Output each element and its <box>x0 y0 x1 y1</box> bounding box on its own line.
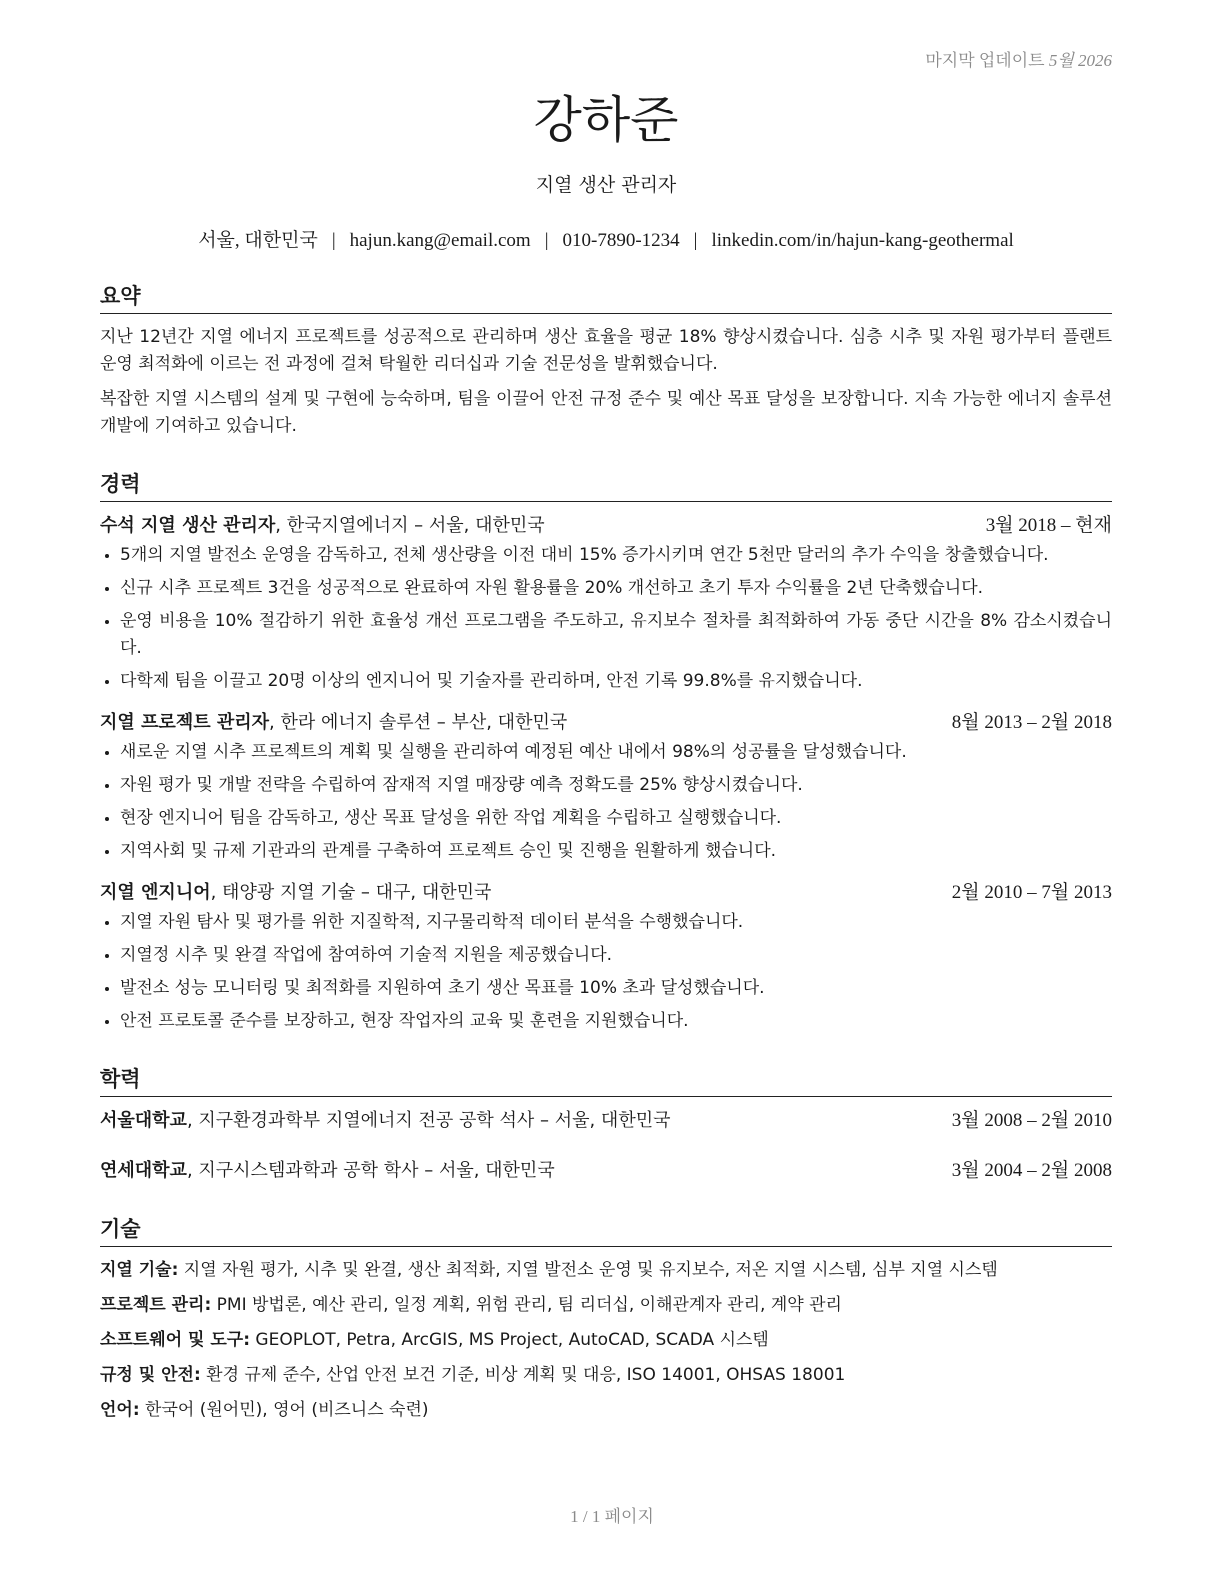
skills-section <box>100 1257 1112 1424</box>
job-bullet: • 운영 비용을 10% 절감하기 위한 효율성 개선 프로그램을 주도하고, 유지보수 절차를 최적화하여 가동 중단 시간을 8% 감소시켰습니다. <box>120 608 1112 662</box>
contact-location: 서울, 대한민국 <box>198 230 318 251</box>
job-bullets <box>100 739 1112 865</box>
skill-row <box>100 1362 1112 1389</box>
skill-label: 프로젝트 관리: <box>100 1295 212 1315</box>
education-section <box>100 1107 1112 1185</box>
summary-section <box>100 324 1112 440</box>
skill-row <box>100 1397 1112 1424</box>
resume-page <box>100 40 1112 1432</box>
job-role: 수석 지열 생산 관리자 <box>100 515 276 536</box>
job-bullet: • 발전소 성능 모니터링 및 최적화를 지원하여 초기 생산 목표를 10% 초과 달성했습니다. <box>120 975 1112 1002</box>
contact-phone[interactable]: 010-7890-1234 <box>562 230 680 251</box>
job-entry <box>100 709 1112 865</box>
contact-email[interactable]: hajun.kang@email.com <box>349 230 531 251</box>
skills-heading: 기술 <box>100 1213 1112 1247</box>
contact-linkedin[interactable]: linkedin.com/in/hajun-kang-geothermal <box>711 230 1014 251</box>
experience-section <box>100 512 1112 1035</box>
job-entry <box>100 879 1112 1035</box>
last-updated-label: 마지막 업데이트 <box>925 51 1045 70</box>
job-header <box>100 879 1112 907</box>
page-indicator: 1 / 1 페이지 <box>570 1507 654 1526</box>
skill-value: 한국어 (원어민), 영어 (비즈니스 숙련) <box>139 1400 429 1420</box>
summary-paragraph: 지난 12년간 지열 에너지 프로젝트를 성공적으로 관리하며 생산 효율을 평균 18% 향상시켰습니다. 심층 시추 및 자원 평가부터 플랜트 운영 최적화에 이르는 전 과정에 걸쳐 탁월한 리더십과 기술 전문성을 발휘했습니다. <box>100 327 1112 374</box>
job-dates: 3월 2018 – 현재 <box>985 515 1112 536</box>
last-updated-date: 5월 2026 <box>1048 51 1112 70</box>
job-header <box>100 512 1112 540</box>
skill-row <box>100 1327 1112 1354</box>
job-header <box>100 709 1112 737</box>
job-bullet: • 새로운 지열 시추 프로젝트의 계획 및 실행을 관리하여 예정된 예산 내에서 98%의 성공률을 달성했습니다. <box>120 739 1112 766</box>
candidate-name: 강하준 <box>533 91 679 149</box>
summary-heading: 요약 <box>100 280 1112 314</box>
skill-row <box>100 1257 1112 1284</box>
contact-separator: | <box>544 230 549 251</box>
education-dates: 3월 2004 – 2월 2008 <box>951 1160 1112 1181</box>
job-bullet: • 안전 프로토콜 준수를 보장하고, 현장 작업자의 교육 및 훈련을 지원했습니다. <box>120 1008 1112 1035</box>
job-bullets <box>100 542 1112 695</box>
job-org: , 한라 에너지 솔루션 – 부산, 대한민국 <box>269 712 568 733</box>
skill-value: 지열 자원 평가, 시추 및 완결, 생산 최적화, 지열 발전소 운영 및 유지보수, 저온 지열 시스템, 심부 지열 시스템 <box>178 1260 998 1280</box>
education-entry <box>100 1157 1112 1185</box>
education-school: 연세대학교 <box>100 1160 187 1181</box>
job-dates: 8월 2013 – 2월 2018 <box>951 712 1112 733</box>
job-org: , 한국지열에너지 – 서울, 대한민국 <box>275 515 545 536</box>
job-bullet: • 지열 자원 탐사 및 평가를 위한 지질학적, 지구물리학적 데이터 분석을 수행했습니다. <box>120 909 1112 936</box>
job-role: 지열 프로젝트 관리자 <box>100 712 270 733</box>
job-org: , 태양광 지열 기술 – 대구, 대한민국 <box>210 882 492 903</box>
job-dates: 2월 2010 – 7월 2013 <box>951 882 1112 903</box>
job-bullet: • 현장 엔지니어 팀을 감독하고, 생산 목표 달성을 위한 작업 계획을 수립하고 실행했습니다. <box>120 805 1112 832</box>
education-dates: 3월 2008 – 2월 2010 <box>951 1110 1112 1131</box>
candidate-title: 지열 생산 관리자 <box>535 174 677 196</box>
skill-value: PMI 방법론, 예산 관리, 일정 계획, 위험 관리, 팀 리더십, 이해관계자 관리, 계약 관리 <box>211 1295 842 1315</box>
education-detail: , 지구환경과학부 지열에너지 전공 공학 석사 – 서울, 대한민국 <box>186 1110 671 1131</box>
job-bullet: • 지역사회 및 규제 기관과의 관계를 구축하여 프로젝트 승인 및 진행을 원활하게 했습니다. <box>120 838 1112 865</box>
job-entry <box>100 512 1112 695</box>
skill-label: 규정 및 안전: <box>100 1365 201 1385</box>
job-role: 지열 엔지니어 <box>100 882 211 903</box>
contact-line <box>100 225 1112 252</box>
experience-heading: 경력 <box>100 468 1112 502</box>
job-bullet: • 자원 평가 및 개발 전략을 수립하여 잠재적 지열 매장량 예측 정확도를 25% 향상시켰습니다. <box>120 772 1112 799</box>
contact-separator: | <box>331 230 336 251</box>
summary-paragraph: 복잡한 지열 시스템의 설계 및 구현에 능숙하며, 팀을 이끌어 안전 규정 준수 및 예산 목표 달성을 보장합니다. 지속 가능한 에너지 솔루션 개발에 기여하고 있습니다. <box>100 389 1112 436</box>
education-detail: , 지구시스템과학과 공학 학사 – 서울, 대한민국 <box>186 1160 555 1181</box>
education-school: 서울대학교 <box>100 1110 187 1131</box>
skill-value: GEOPLOT, Petra, ArcGIS, MS Project, AutoCAD, SCADA 시스템 <box>250 1330 769 1350</box>
skill-value: 환경 규제 준수, 산업 안전 보건 기준, 비상 계획 및 대응, ISO 14001, OHSAS 18001 <box>200 1365 846 1385</box>
job-bullet: • 5개의 지열 발전소 운영을 감독하고, 전체 생산량을 이전 대비 15% 증가시키며 연간 5천만 달러의 추가 수익을 창출했습니다. <box>120 542 1112 569</box>
job-bullets <box>100 909 1112 1035</box>
education-entry <box>100 1107 1112 1135</box>
skill-label: 언어: <box>100 1400 140 1420</box>
skill-row <box>100 1292 1112 1319</box>
contact-separator: | <box>693 230 698 251</box>
education-heading: 학력 <box>100 1063 1112 1097</box>
skill-label: 소프트웨어 및 도구: <box>100 1330 251 1350</box>
skill-label: 지열 기술: <box>100 1260 179 1280</box>
job-bullet: • 다학제 팀을 이끌고 20명 이상의 엔지니어 및 기술자를 관리하며, 안전 기록 99.8%를 유지했습니다. <box>120 668 1112 695</box>
job-bullet: • 신규 시추 프로젝트 3건을 성공적으로 완료하여 자원 활용률을 20% 개선하고 초기 투자 수익률을 2년 단축했습니다. <box>120 575 1112 602</box>
job-bullet: • 지열정 시추 및 완결 작업에 참여하여 기술적 지원을 제공했습니다. <box>120 942 1112 969</box>
